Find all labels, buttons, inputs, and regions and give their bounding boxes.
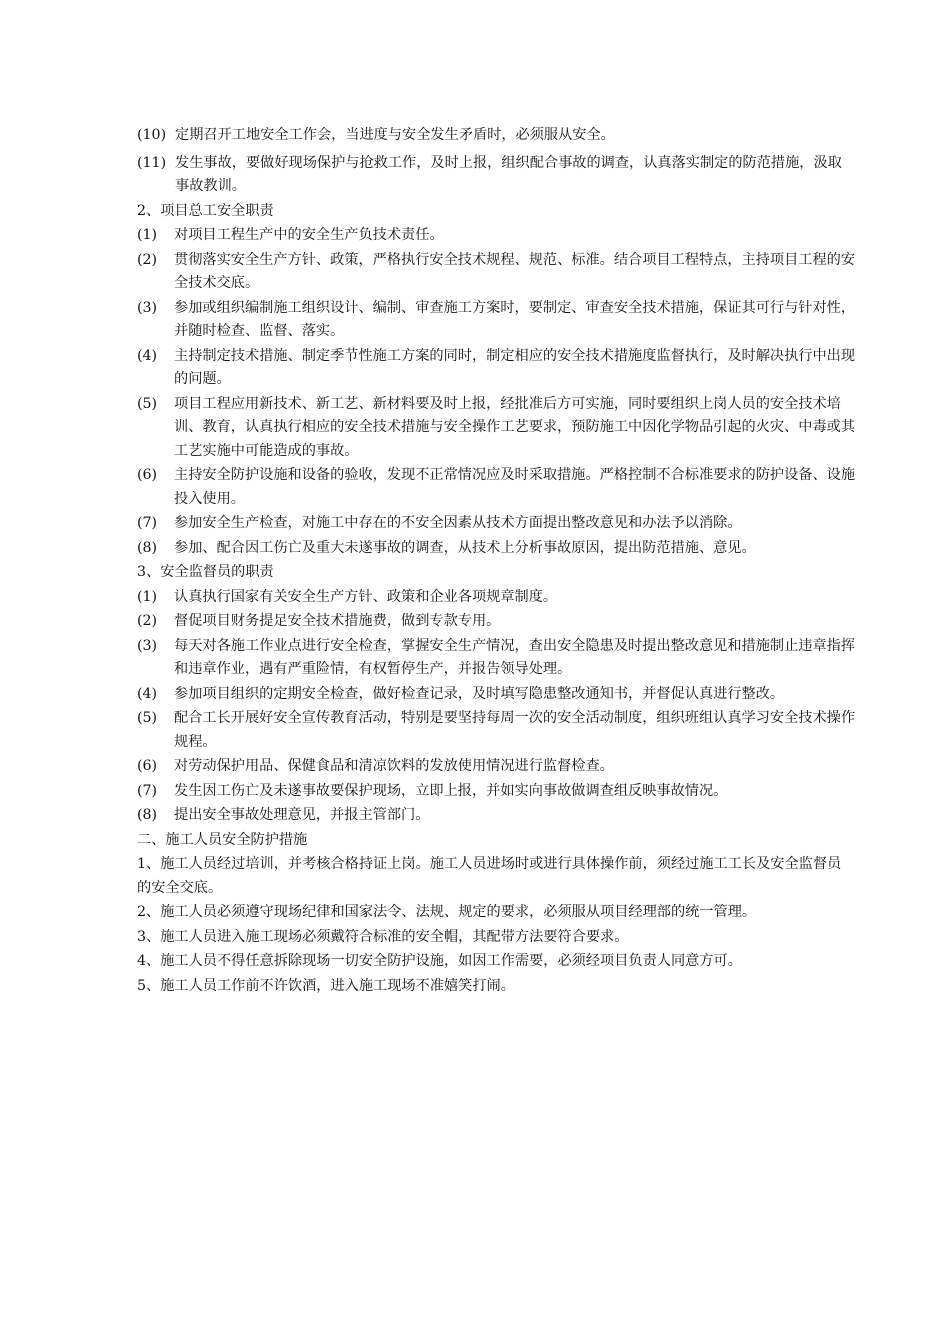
item-number: (1) [137, 227, 158, 243]
item-number: (4) [137, 685, 158, 702]
item-number: (8) [137, 539, 158, 556]
item-text: 主持安全防护设施和设备的验收，发现不正常情况应及时采取措施。严格控制不合标准要求的防护设备、设施投入使用。 [174, 467, 856, 507]
item-text: 配合工长开展好安全宣传教育活动，特别是要坚持每周一次的安全活动制度，组织班组认真学习安全技术操作规程。 [174, 710, 856, 750]
list-item [137, 345, 855, 392]
item-number: (6) [137, 758, 158, 774]
list-item [137, 393, 855, 464]
item-number: (2) [137, 251, 158, 268]
item-number: (5) [137, 395, 158, 412]
paragraph: 2、施工人员必须遵守现场纪律和国家法令、法规、规定的要求，必须服从项目经理部的统一管理。 [137, 904, 757, 920]
list-item [137, 249, 855, 296]
item-text: 每天对各施工作业点进行安全检查，掌握安全生产情况，查出安全隐患及时提出整改意见和措施制止违章指挥和违章作业，遇有严重险情，有权暂停生产，并报告领导处理。 [174, 637, 856, 677]
item-number: (5) [137, 710, 158, 726]
item-number: (2) [137, 613, 158, 629]
item-text: 项目工程应用新技术、新工艺、新材料要及时上报，经批准后方可实施，同时要组织上岗人员的安全技术培训、教育，认真执行相应的安全技术措施与安全操作工艺要求，预防施工中因化学物品引起的火灾、中毒或其工艺实施中可能造成的事故。 [174, 395, 856, 459]
section-heading: 3、安全监督员的职责 [137, 564, 274, 580]
item-text: 提出安全事故处理意见，并报主管部门。 [174, 807, 430, 823]
list-item [137, 755, 855, 779]
list-item [137, 512, 855, 536]
item-text: 参加或组织编制施工组织设计、编制、审查施工方案时，要制定、审查安全技术措施，保证其可行与针对性，并随时检查、监督、落实。 [174, 299, 856, 339]
item-number: (3) [137, 637, 158, 654]
item-number: (10) [137, 127, 167, 143]
list-item [137, 610, 855, 634]
item-number: (7) [137, 782, 158, 799]
item-number: (8) [137, 807, 158, 823]
list-item [137, 804, 855, 828]
item-text: 参加项目组织的定期安全检查，做好检查记录，及时填写隐患整改通知书，并督促认真进行整改。 [174, 685, 785, 702]
list-item [137, 586, 855, 610]
list-item [137, 224, 855, 248]
item-number: (6) [137, 467, 158, 483]
item-number: (7) [137, 515, 158, 531]
item-text: 对劳动保护用品、保健食品和清凉饮料的发放使用情况进行监督检查。 [174, 758, 614, 774]
list-item [137, 297, 855, 344]
list-item [137, 780, 855, 804]
item-text: 主持制定技术措施、制定季节性施工方案的同时，制定相应的安全技术措施度监督执行，及时解决执行中出现的问题。 [174, 347, 856, 387]
item-number: (11) [137, 154, 167, 171]
paragraph: 4、施工人员不得任意拆除现场一切安全防护设施，如因工作需要，必须经项目负责人同意方可。 [137, 953, 742, 969]
list-item [137, 464, 855, 511]
item-text: 发生事故，要做好现场保护与抢救工作，及时上报，组织配合事故的调查，认真落实制定的防范措施，汲取事故教训。 [175, 154, 842, 194]
list-item [137, 124, 855, 148]
item-number: (4) [137, 347, 158, 364]
list-item [137, 683, 855, 707]
paragraph: 1、施工人员经过培训，并考核合格持证上岗。施工人员进场时或进行具体操作前，须经过施工工长及安全监督员的安全交底。 [137, 856, 842, 896]
paragraph: 5、施工人员工作前不许饮酒，进入施工现场不准嬉笑打闹。 [137, 977, 515, 994]
item-text: 贯彻落实安全生产方针、政策，严格执行安全技术规程、规范、标准。结合项目工程特点，主持项目工程的安全技术交底。 [174, 251, 856, 291]
list-item [137, 635, 855, 682]
document-body [137, 124, 855, 999]
item-text: 督促项目财务提足安全技术措施费，做到专款专用。 [174, 613, 501, 629]
list-item [137, 707, 855, 754]
item-text: 定期召开工地安全工作会，当进度与安全发生矛盾时，必须服从安全。 [175, 127, 615, 143]
section-heading: 2、项目总工安全职责 [137, 202, 274, 219]
section-heading: 二、施工人员安全防护措施 [137, 831, 308, 848]
item-text: 参加、配合因工伤亡及重大未遂事故的调查，从技术上分析事故原因，提出防范措施、意见。 [174, 539, 756, 556]
paragraph: 3、施工人员进入施工现场必须戴符合标准的安全帽，其配带方法要符合要求。 [137, 928, 629, 945]
item-text: 对项目工程生产中的安全生产负技术责任。 [174, 227, 444, 243]
item-text: 参加安全生产检查，对施工中存在的不安全因素从技术方面提出整改意见和办法予以消除。 [174, 515, 742, 531]
item-text: 认真执行国家有关安全生产方针、政策和企业各项规章制度。 [174, 588, 558, 605]
list-item [137, 537, 855, 561]
item-number: (3) [137, 299, 158, 316]
list-item [137, 152, 855, 199]
item-number: (1) [137, 588, 158, 605]
item-text: 发生因工伤亡及未遂事故要保护现场，立即上报，并如实向事故做调查组反映事故情况。 [174, 782, 728, 799]
